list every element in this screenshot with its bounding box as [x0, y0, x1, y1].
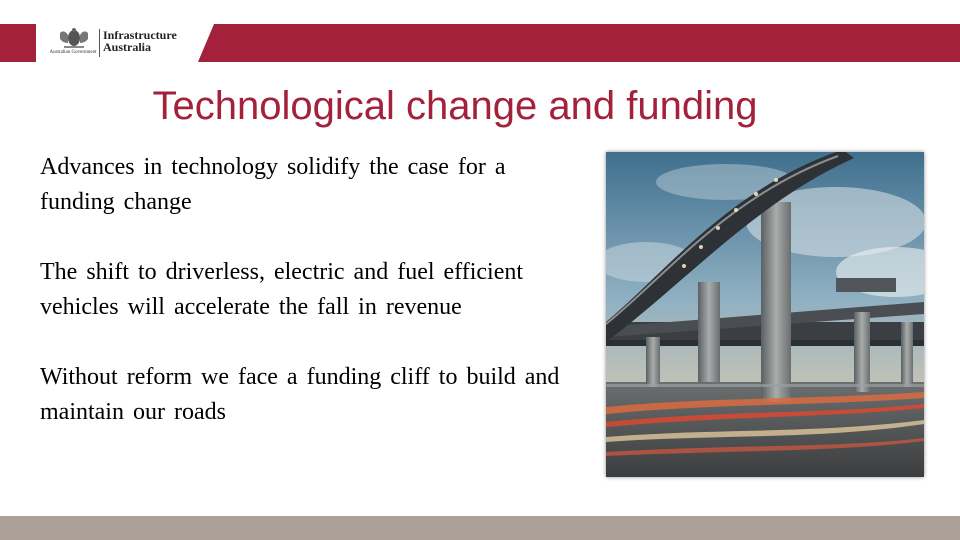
highway-photo	[606, 152, 924, 477]
org-name-line2: Australia	[103, 40, 151, 54]
slide-title: Technological change and funding	[152, 84, 758, 128]
org-name-line1: Infrastructure	[103, 28, 177, 42]
header-band-right	[198, 24, 960, 62]
highway-photo-illustration	[606, 152, 924, 477]
body-paragraph-3: Without reform we face a funding cliff to build and maintain our roads	[40, 364, 560, 425]
slide-body	[40, 150, 588, 430]
coat-of-arms-icon	[54, 27, 94, 51]
logo-divider	[99, 29, 100, 57]
footer-band	[0, 516, 960, 540]
header-band-left	[0, 24, 36, 62]
body-paragraph-1: Advances in technology solidify the case for a funding change	[40, 154, 506, 215]
body-paragraph-2: The shift to driverless, electric and fuel efficient vehicles will accelerate the fall in revenue	[40, 259, 524, 320]
organisation-logo-text	[103, 29, 177, 53]
government-label: Australian Government	[49, 50, 97, 55]
